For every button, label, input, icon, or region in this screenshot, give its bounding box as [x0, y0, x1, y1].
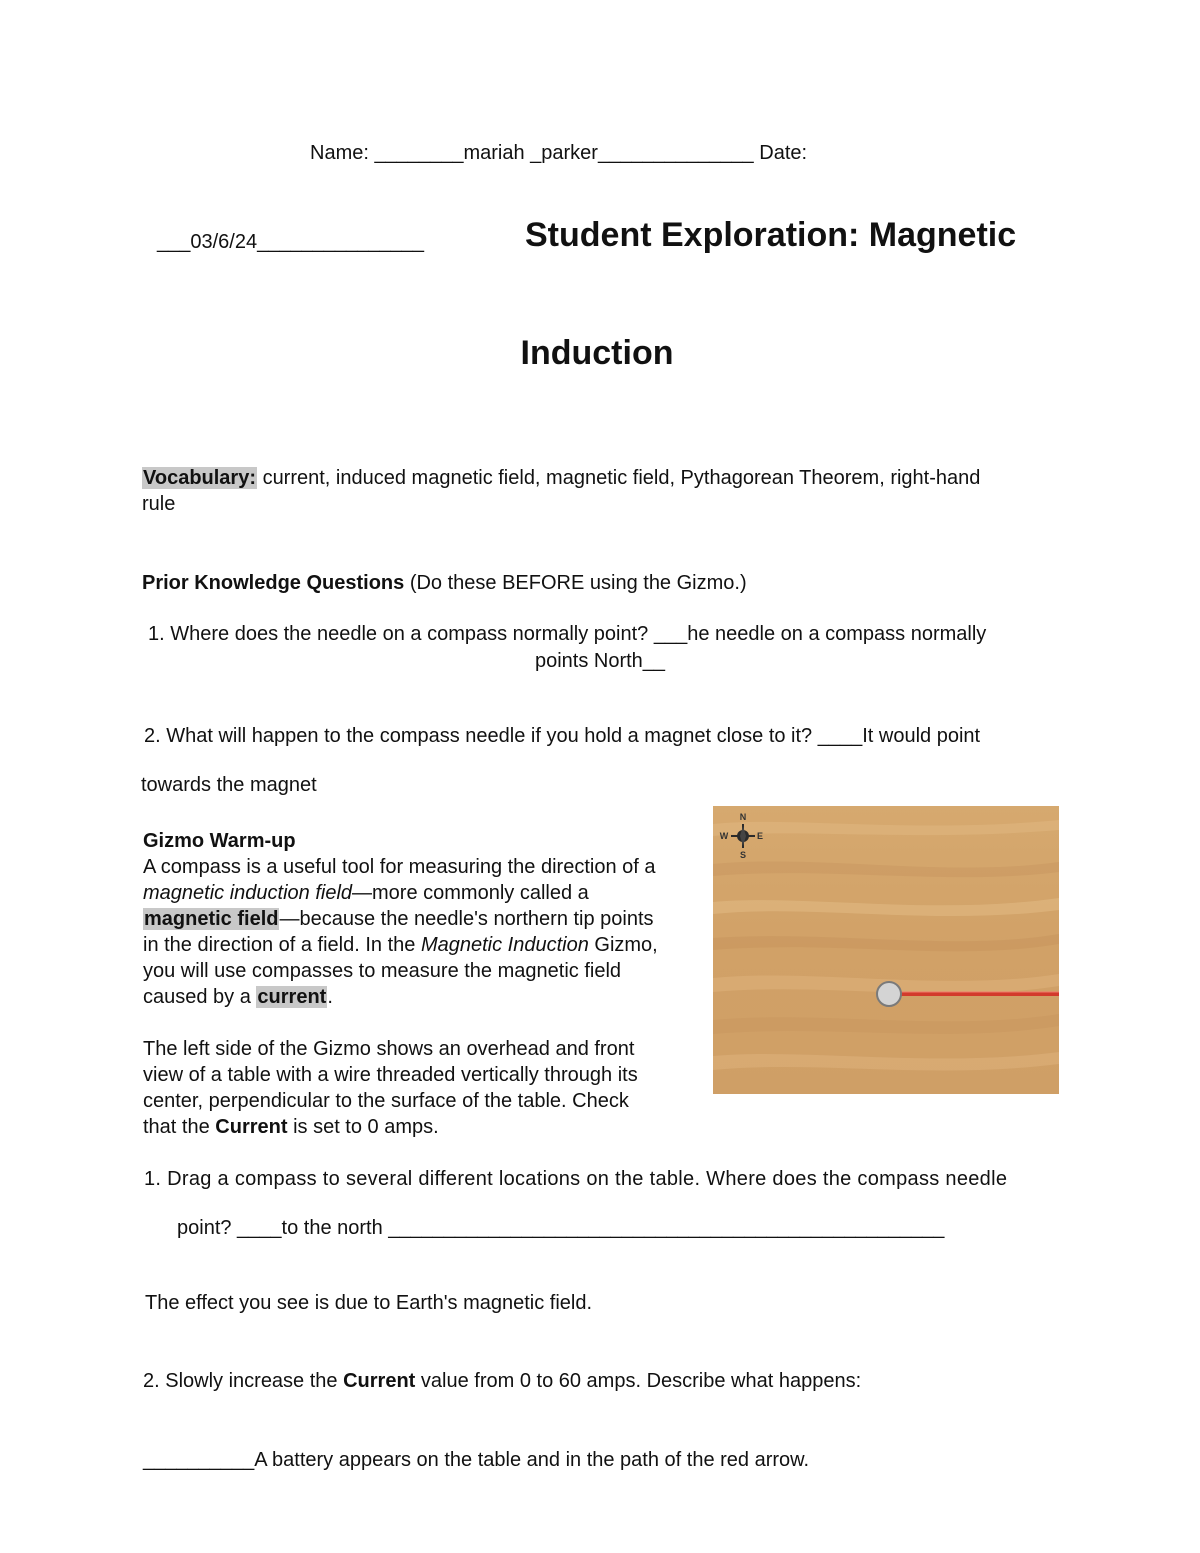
prior-knowledge-heading-line	[142, 570, 747, 596]
warmup-p2-b: is set to 0 amps.	[287, 1116, 439, 1138]
warmup-term-magnetic-field: magnetic field	[144, 908, 279, 930]
question-2-a: 2. Slowly increase the	[143, 1370, 344, 1392]
wood-table-illustration	[713, 806, 1059, 1094]
name-value[interactable]: ________mariah _parker______________	[374, 142, 754, 164]
question-2-current: Current	[343, 1370, 416, 1392]
vocabulary-line1	[142, 465, 980, 491]
prior-knowledge-note: (Do these BEFORE using the Gizmo.)	[409, 572, 747, 594]
question-2-answer[interactable]: __________A battery appears on the table and in the path of the red arrow.	[143, 1449, 810, 1471]
warmup-term-current: current	[257, 986, 327, 1008]
gizmo-warmup	[143, 828, 661, 1140]
prior-knowledge-heading: Prior Knowledge Questions	[142, 572, 405, 594]
warmup-term-current-bold: Current	[215, 1116, 288, 1138]
warmup-p1-b: —more commonly called a	[352, 882, 589, 904]
name-label: Name:	[310, 142, 369, 164]
vocabulary-terms: current, induced magnetic field, magnetic field, Pythagorean Theorem, right-hand	[262, 467, 981, 489]
gizmo-table-image	[713, 806, 1059, 1094]
warmup-paragraph-1	[143, 854, 661, 1010]
question-2-line	[143, 1368, 861, 1394]
date-value[interactable]: ___03/6/24_______________	[157, 231, 424, 253]
warmup-p1-a: A compass is a useful tool for measuring the direction of a	[143, 856, 656, 878]
warmup-heading: Gizmo Warm-up	[143, 830, 296, 852]
question-1-line1: 1. Drag a compass to several different locations on the table. Where does the compass needle	[144, 1168, 1008, 1190]
question-1-line2[interactable]: point? ____to the north __________________________________________________	[177, 1217, 945, 1239]
warmup-p1-e: .	[327, 986, 333, 1008]
warmup-paragraph-2	[143, 1036, 661, 1140]
compass-e-label: E	[756, 831, 764, 841]
wire-node-icon[interactable]	[877, 982, 901, 1006]
date-label: Date:	[759, 142, 808, 164]
prior-q2-line1[interactable]: 2. What will happen to the compass needle if you hold a magnet close to it? ____It would point	[144, 725, 981, 747]
page-title-line1: Student Exploration: Magnetic	[525, 216, 1017, 254]
compass-n-label: N	[739, 812, 747, 822]
question-2-b: value from 0 to 60 amps. Describe what happens:	[415, 1370, 862, 1392]
page-title-line2: Induction	[520, 334, 674, 372]
warmup-term-gizmo-name: Magnetic Induction	[420, 934, 589, 956]
warmup-p1-c: —because the needle's northern tip points in the direction of a field. In the	[143, 908, 654, 956]
prior-q2-line2[interactable]: towards the magnet	[141, 774, 317, 796]
effect-note: The effect you see is due to Earth's magnetic field.	[145, 1292, 593, 1314]
warmup-p1-d: Gizmo, you will use compasses to measure the magnetic field caused by a	[143, 934, 658, 1008]
prior-q1-line2[interactable]: points North__	[534, 650, 666, 672]
compass-s-label: S	[739, 850, 747, 860]
vocabulary-label: Vocabulary:	[143, 467, 256, 489]
compass-w-label: W	[719, 831, 729, 841]
warmup-p2-a: The left side of the Gizmo shows an overhead and front view of a table with a wire threaded vertically through its center, perpendicular to the surface of the table. Check that the	[143, 1038, 638, 1138]
vocabulary-line2: rule	[142, 493, 176, 515]
warmup-term-induction-field: magnetic induction field	[143, 882, 353, 904]
prior-q1-line1[interactable]: 1. Where does the needle on a compass normally point? ___he needle on a compass normally	[148, 623, 987, 645]
name-line	[310, 140, 807, 166]
